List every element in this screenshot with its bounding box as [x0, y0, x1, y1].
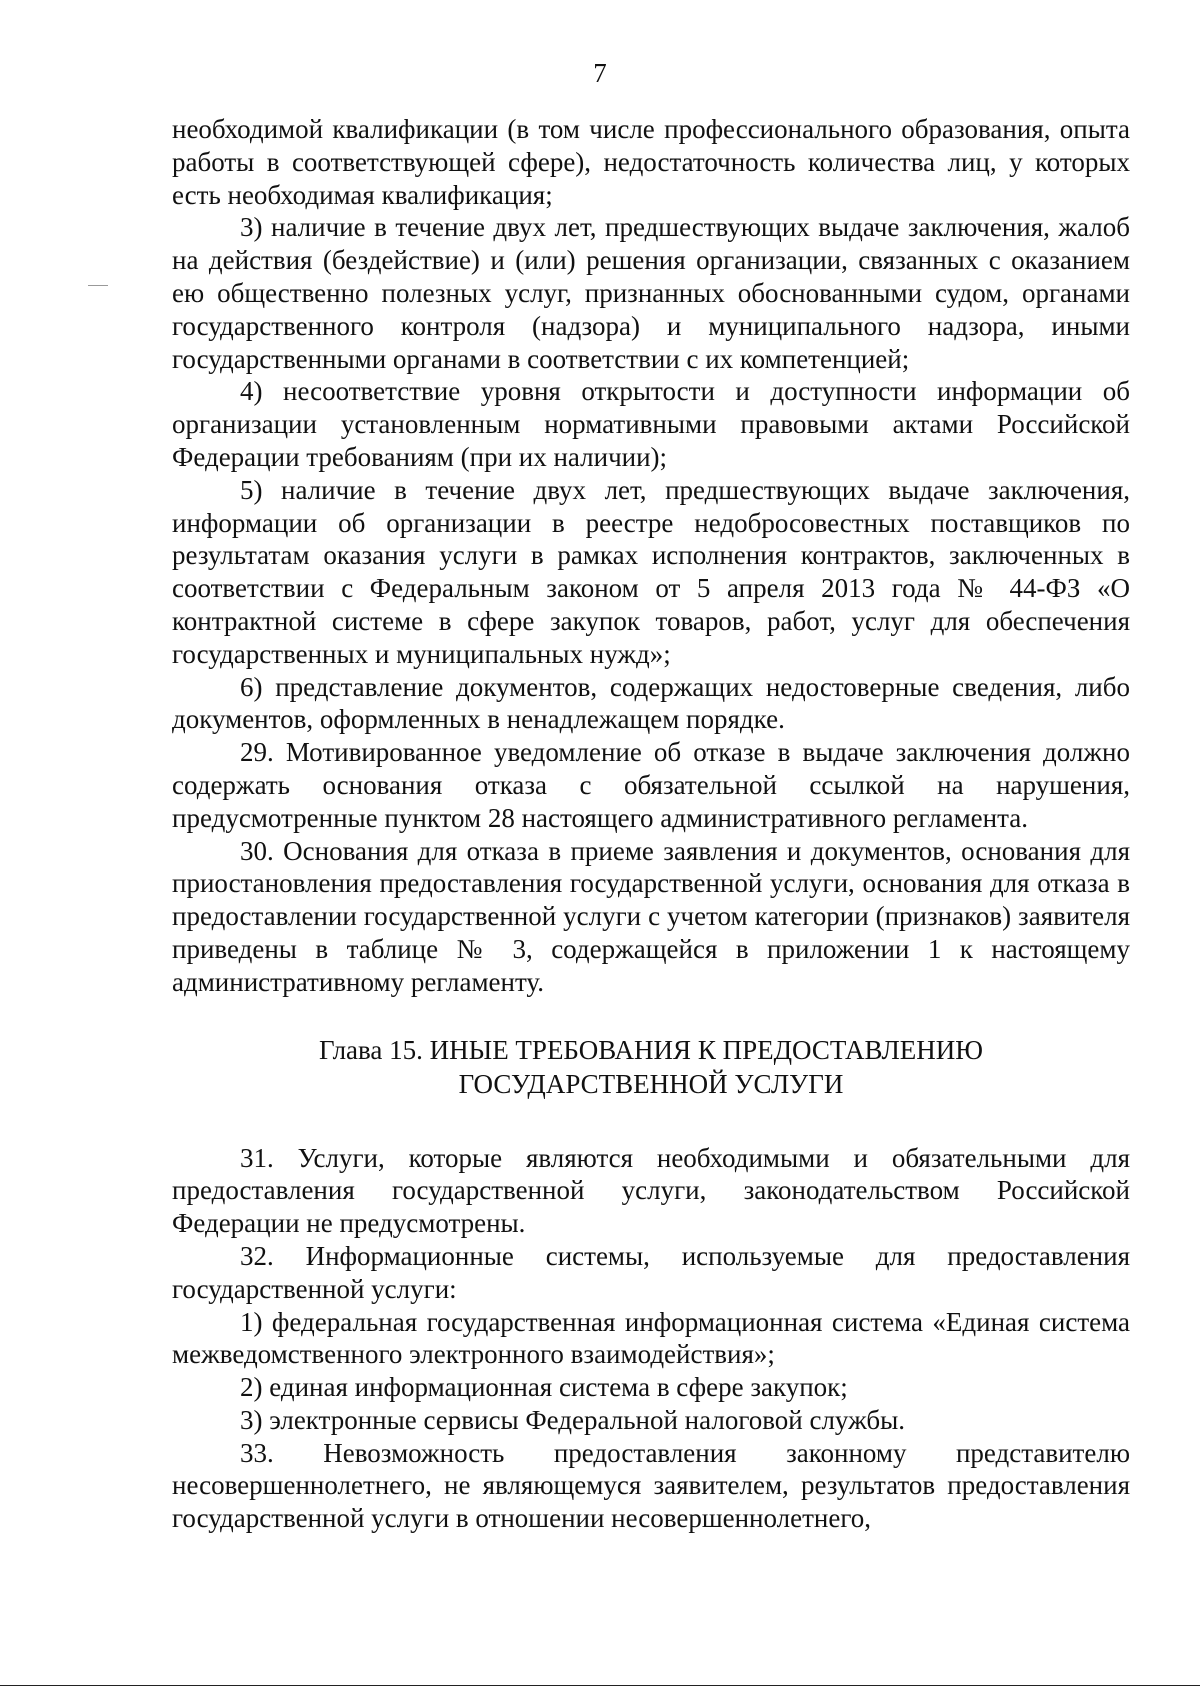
paragraph-32-item-2: 2) единая информационная система в сфере закупок;: [240, 1372, 848, 1403]
paragraph-29: 29. Мотивированное уведомление об отказе в выдаче заключения должно содержать основания отказа с обязательной ссылкой на нарушения, предусмотренные пунктом 28 настоящего административного регламента.: [172, 737, 1130, 833]
paragraph-32: 32. Информационные системы, используемые для предоставления государственной услуги:: [172, 1240, 1130, 1304]
paragraph-31: 31. Услуги, которые являются необходимыми и обязательными для предоставления государственной услуги, законодательством Российской Федерации не предусмотрены.: [172, 1142, 1130, 1239]
bottom-rule: [0, 1685, 1200, 1686]
chapter-heading-line-2: ГОСУДАРСТВЕННОЙ УСЛУГИ: [458, 1068, 844, 1099]
chapter-heading-line-1: Глава 15. ИНЫЕ ТРЕБОВАНИЯ К ПРЕДОСТАВЛЕНИЮ: [318, 1034, 984, 1065]
paragraph-33: 33. Невозможность предоставления законному представителю несовершеннолетнего, не являющемуся заявителем, результатов предоставления государственной услуги в отношении несовершеннолетнего,: [172, 1437, 1130, 1534]
margin-mark: [88, 285, 108, 286]
paragraph-item-3: 3) наличие в течение двух лет, предшествующих выдаче заключения, жалоб на действия (бездействие) и (или) решения организации, связанных с оказанием ею общественно полезных услуг, признанных обоснованными судом, органами государственного контроля (надзора) и муниципального надзора, иными государственными органами в соответствии с их компетенцией;: [172, 212, 1130, 374]
paragraph-32-item-3: 3) электронные сервисы Федеральной налоговой службы.: [240, 1404, 906, 1435]
paragraph-item-4: 4) несоответствие уровня открытости и доступности информации об организации установленным нормативными правовыми актами Российской Федерации требованиям (при их наличии);: [172, 376, 1130, 472]
paragraph-30: 30. Основания для отказа в приеме заявления и документов, основания для приостановления предоставления государственной услуги, основания для отказа в предоставлении государственной услуги с учетом категории (признаков) заявителя приведены в таблице № 3, содержащейся в приложении 1 к настоящему административному регламенту.: [172, 835, 1130, 997]
chapter-heading: [172, 1033, 1130, 1101]
paragraph-item-5: 5) наличие в течение двух лет, предшествующих выдаче заключения, информации об организации в реестре недобросовестных поставщиков по результатам оказания услуги в рамках исполнения контрактов, заключенных в соответствии с Федеральным законом от 5 апреля 2013 года № 44-ФЗ «О контрактной системе в сфере закупок товаров, работ, услуг для обеспечения государственных и муниципальных нужд»;: [172, 474, 1130, 669]
paragraph-32-item-1: 1) федеральная государственная информационная система «Единая система межведомственного электронного взаимодействия»;: [172, 1306, 1130, 1370]
paragraph-continuation: необходимой квалификации (в том числе профессионального образования, опыта работы в соответствующей сфере), недостаточность количества лиц, у которых есть необходимая квалификация;: [172, 114, 1130, 210]
document-body: [172, 113, 1130, 1535]
page-number: 7: [593, 58, 607, 88]
paragraph-item-6: 6) представление документов, содержащих недостоверные сведения, либо документов, оформленных в ненадлежащем порядке.: [172, 671, 1130, 735]
